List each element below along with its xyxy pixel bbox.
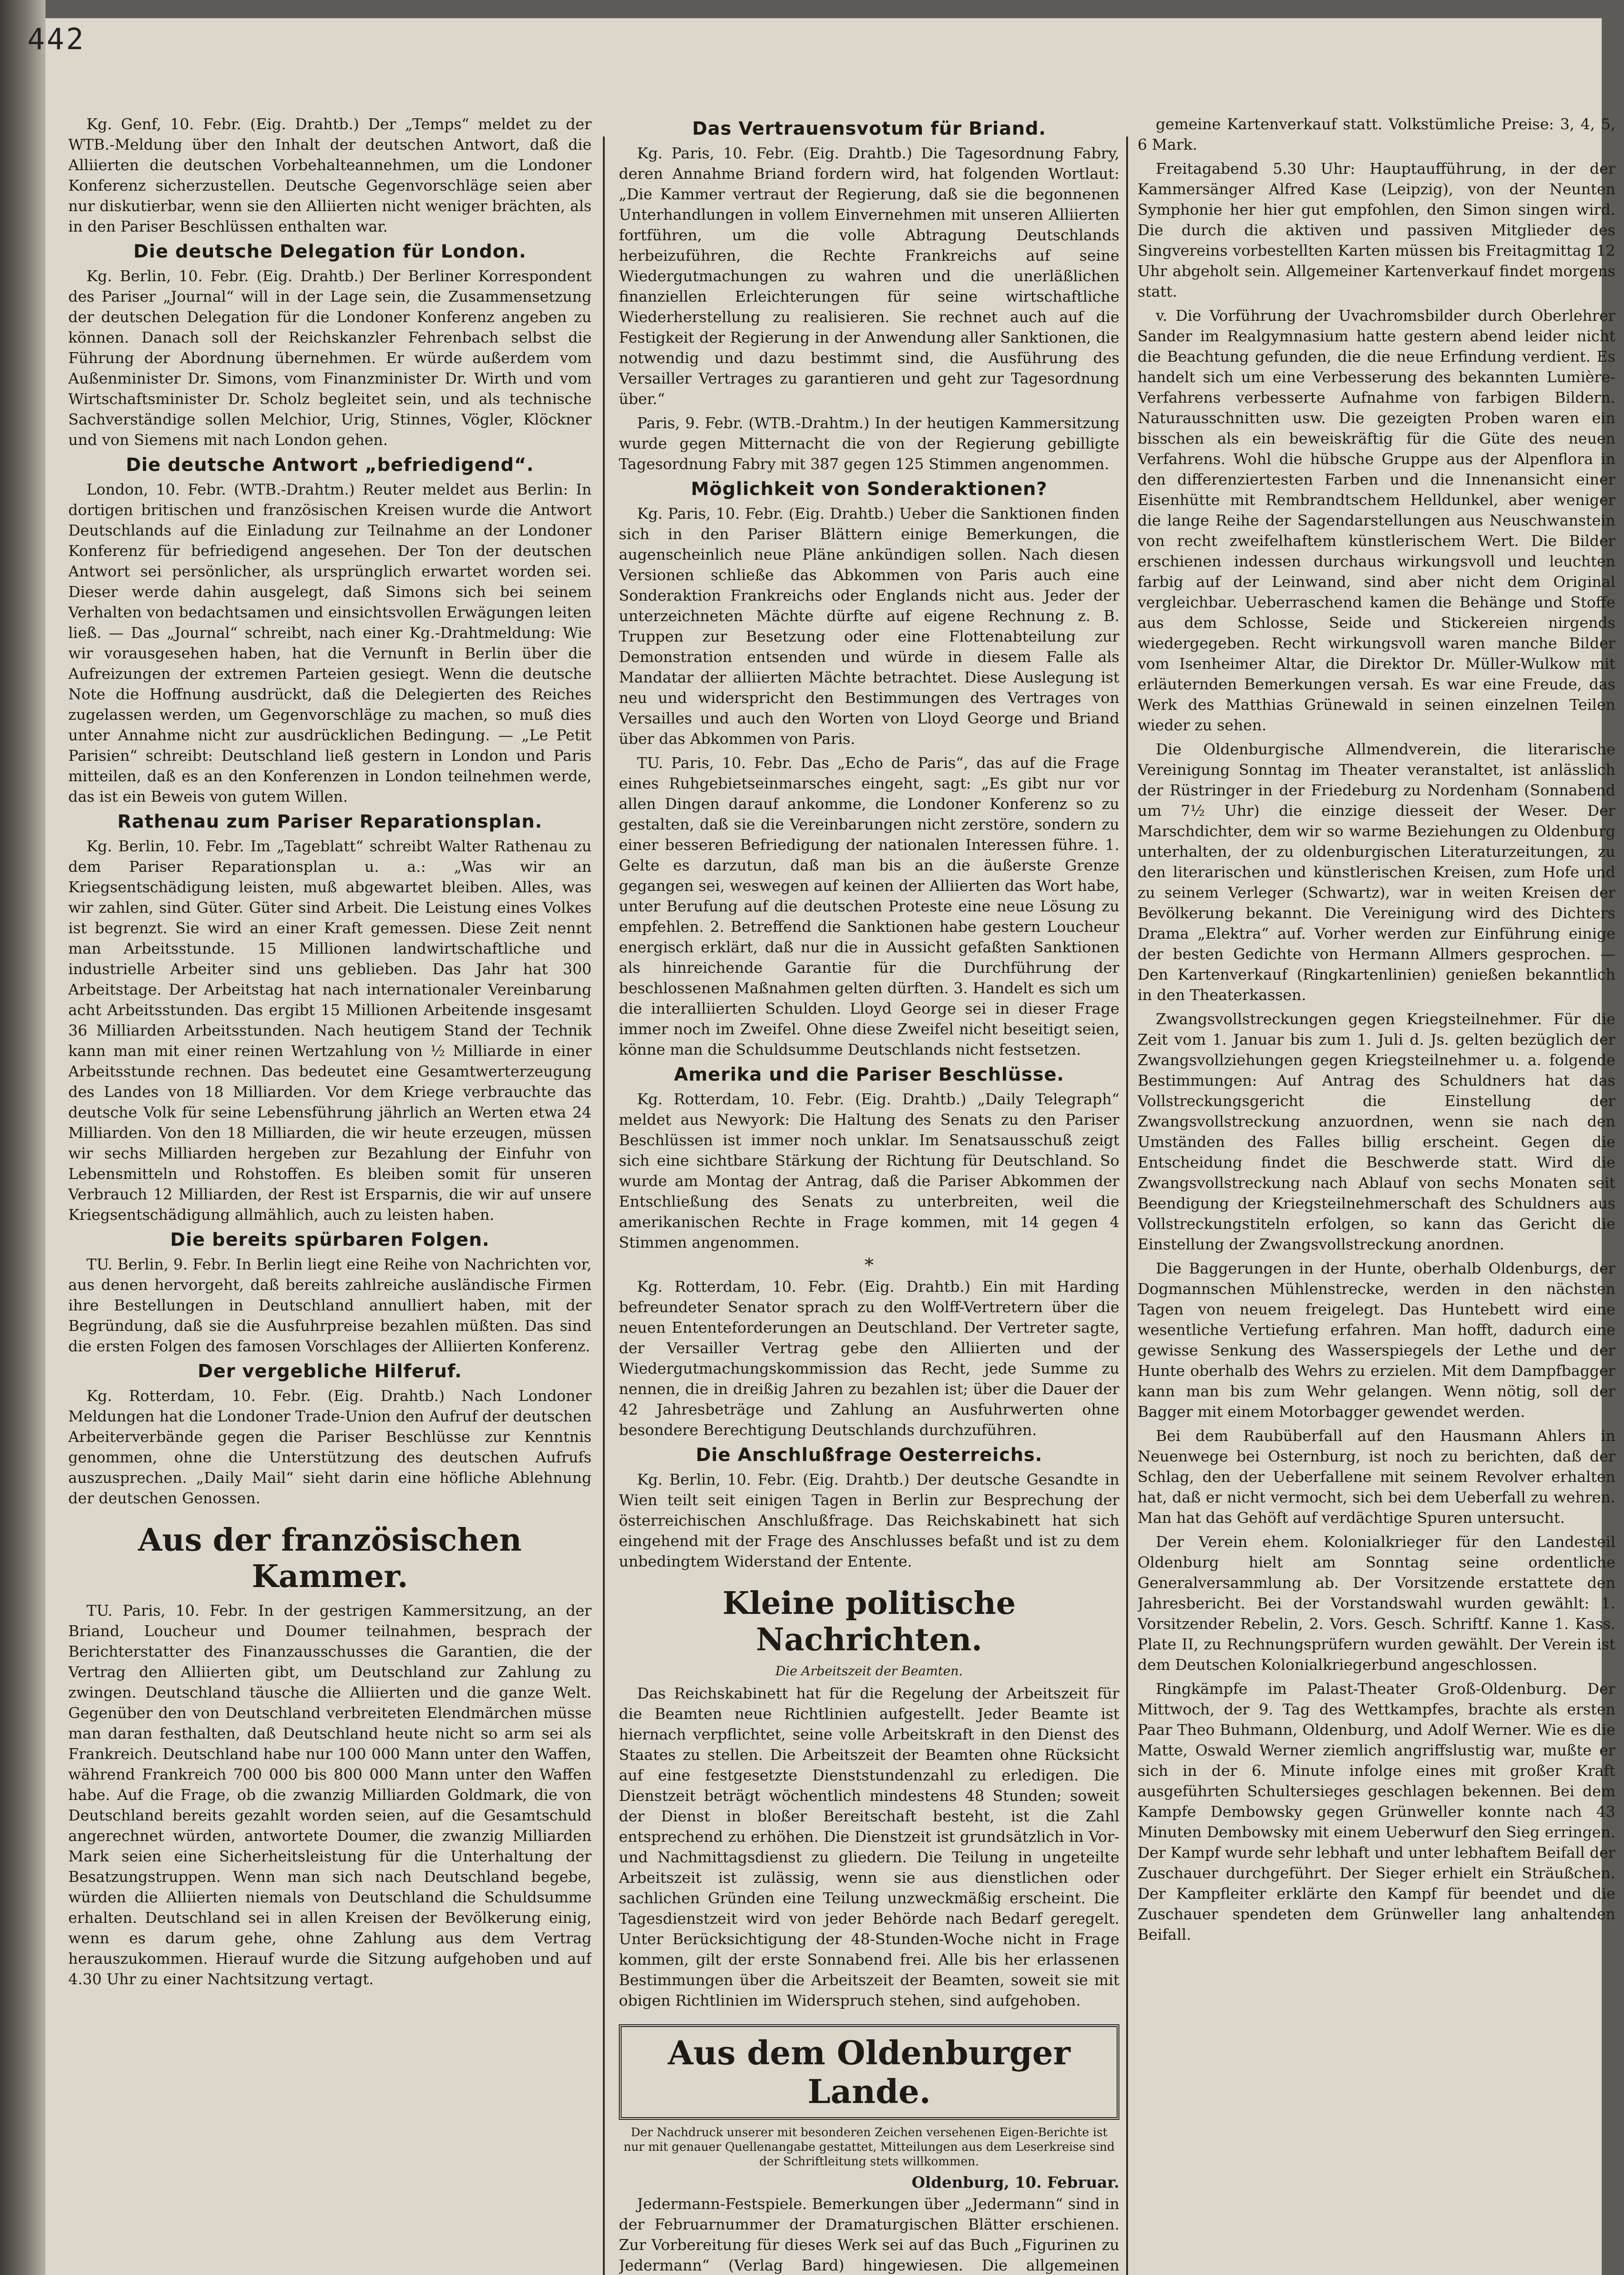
column-3 — [1138, 114, 1615, 2275]
article-text: Die Baggerungen in der Hunte, oberhalb Oldenburgs, der Dogmannschen Mühlenstrecke, werden in den nächsten Tagen von neuem freigelegt. Das Huntebett wird eine wesentliche Vertiefung erfahren. Man hofft, dadurch eine gewisse Senkung des Wasserspiegels der Lethe und der Hunte oberhalb des Wehrs zu erzielen. Mit dem Dampfbagger kann man bis zum Wehr gelangen. Wenn nötig, soll der Bagger mit einem Motorbagger gewendet werden. — [1138, 1259, 1615, 1421]
column-rule — [603, 136, 605, 2275]
article-text: Zwangsvollstreckungen gegen Kriegsteilnehmer. Für die Zeit vom 1. Januar bis zum 1. Juli d. Js. gelten bezüglich der Zwangsvollziehungen gegen Kriegsteilnehmer u. a. folgende Bestimmungen: Auf Antrag des Schuldners hat das Vollstreckungsgericht die Einstellung der Zwangsvollstreckung anzuordnen, wenn sie nach den Umständen des Falles billig erscheint. Gegen die Entscheidung findet die Beschwerde statt. Wird die Zwangsvollstreckung nach Ablauf von sechs Monaten seit Beendigung der Kriegsteilnehmerschaft des Schuldners aus Vollstreckungstiteln erfolgen, so kann das Gericht die Einstellung der Zwangsvollstreckung anordnen. — [1138, 1010, 1615, 1253]
article-text: Kg. Rotterdam, 10. Febr. (Eig. Drahtb.) „Daily Telegraph“ meldet aus Newyork: Die Haltung des Senats zu den Pariser Beschlüssen ist immer noch unklar. Im Senatsausschuß zeigt sich eine sichtbare Stärkung der Richtung für Deutschland. So wurde am Montag der Antrag, daß die Pariser Abkommen der Entschließung des Senats zu unterbreiten, weil die amerikanischen Rechte in Frage kommen, mit 14 gegen 4 Stimmen angenommen. — [619, 1090, 1119, 1251]
article-text: Das Reichskabinett hat für die Regelung der Arbeitszeit für die Beamten neue Richtlinien aufgestellt. Jeder Beamte ist hiernach verpflichtet, seine volle Arbeitskraft in den Dienst des Staates zu stellen. Die Arbeitszeit der Beamten ohne Rücksicht auf eine festgesetzte Dienststundenzahl zu erledigen. Die Dienstzeit beträgt wöchentlich mindestens 48 Stunden; soweit der Dienst in bloßer Bereitschaft besteht, ist die Zahl entsprechend zu erhöhen. Die Dienstzeit ist grundsätzlich in Vor- und Nachmittagsdienst zu gliedern. Die Teilung in ungeteilte Arbeitszeit ist zulässig, wenn sie aus dienstlichen oder sachlichen Gründen eine Teilung unzweckmäßig erscheint. Die Tagesdienstzeit wird von jeder Behörde nach Bedarf geregelt. Unter Berücksichtigung der 48-Stunden-Woche nicht in Frage kommen, gilt der erste Sonnabend frei. Alle bis her erlassenen Bestimmungen über die Arbeitszeit der Beamten, soweit sie mit obigen Richtlinien im Widerspruch stehen, sind aufgehoben. — [619, 1684, 1119, 2009]
article-text: Bei dem Raubüberfall auf den Hausmann Ahlers in Neuenwege bei Osternburg, ist noch zu berichten, daß der Schlag, den der Ueberfallene mit seinem Revolver erhalten hat, daß er nicht vermocht, sich bei dem Ueberfall zu wehren. Man hat das Gehöft auf verdächtige Spuren untersucht. — [1138, 1427, 1615, 1527]
headline: Die deutsche Antwort „befriedigend“. — [126, 455, 534, 475]
article-text: Kg. Rotterdam, 10. Febr. (Eig. Drahtb.) Ein mit Harding befreundeter Senator sprach zu den Wolff-Vertretern über die neuen Ententeforderungen an Deutschland. Der Vertreter sagte, der Versailler Vertrag gebe den Alliierten und der Wiedergutmachungskommission das Recht, jede Summe zu nennen, die in dreißig Jahren zu bezahlen ist; über die Dauer der 42 Jahresbeträge und Zahlung an Ausfuhrwerten ohne besondere Berechtigung Deutschlands durchzuführen. — [619, 1278, 1119, 1439]
article-text: TU. Paris, 10. Febr. In der gestrigen Kammersitzung, an der Briand, Loucheur und Doumer teilnahmen, besprach der Berichterstatter des Finanzausschusses die Garantien, die der Vertrag den Alliierten gibt, um Deutschland zur Zahlung zu zwingen. Deutschland täusche die Alliierten und die ganze Welt. Gegenüber den von Deutschland verbreiteten Elendmärchen müsse man daran festhalten, daß Deutschland heute nicht so arm sei als Frankreich. Deutschland habe nur 100 000 Mann unter den Waffen, während Frankreich 700 000 bis 800 000 Mann unter den Waffen habe. Auf die Frage, ob die zwanzig Milliarden Goldmark, die von Deutschland bereits gezahlt worden seien, auf die Gesamtschuld angerechnet würden, antwortete Doumer, die zwanzig Milliarden Mark seien eine Sicherheitsleistung für die Unterhaltung der Besatzungstruppen. Wenn man sich nach Deutschland begebe, würden die Alliierten niemals von Deutschland die Schuldsumme erhalten. Deutschland sei in allen Kreisen der Bevölkerung einig, wenn es darum gehe, ohne Zahlung aus dem Vertrag herauszukommen. Hierauf wurde die Sitzung aufgehoben und auf 4.30 Uhr zu einer Nachtsitzung vertagt. — [68, 1602, 592, 1988]
subheadline: Die Arbeitszeit der Beamten. — [775, 1663, 963, 1678]
headline: Rathenau zum Pariser Reparationsplan. — [117, 811, 542, 832]
article-text: v. Die Vorführung der Uvachromsbilder durch Oberlehrer Sander im Realgymnasium hatte gestern abend leider nicht die Beachtung gefunden, die die neue Erfindung verdient. Es handelt sich um eine Verbesserung des bekannten Lumière-Verfahrens verbesserte Aufnahme von farbigen Bildern. Naturausschnitten usw. Die gezeigten Proben waren ein bisschen als ein beweiskräftig für die Güte des neuen Verfahrens. Wohl die hübsche Gruppe aus der Alpenflora in den differenziertesten Farben und die Innenansicht einer Eisenhütte mit Rembrandtschem Helldunkel, aber weniger die lange Reihe der Sagendarstellungen aus Neuschwanstein von recht zweifelhaftem künstlerischem Wert. Die Bilder erschienen indessen durchaus wirkungsvoll und leuchten farbig auf der Leinwand, sind aber nicht dem Original vergleichbar. Ueberraschend kamen die Behänge und Stoffe aus dem Schlosse, Seide und Stickereien nirgends wiedergegeben. Recht wirkungsvoll waren manche Bilder vom Isenheimer Altar, die Direktor Dr. Müller-Wulkow mit erläuternden Bemerkungen versah. Es war eine Freude, das Werk des Matthias Grünewald in seinen einzelnen Teilen wieder zu sehen. — [1138, 307, 1615, 734]
section-headline: Aus der französischen Kammer. — [138, 1522, 522, 1595]
article-text: TU. Berlin, 9. Febr. In Berlin liegt eine Reihe von Nachrichten vor, aus denen hervorgeht, daß bereits zahlreiche ausländische Firmen ihre Bestellungen in Deutschland annulliert haben, mit der Begründung, daß sie die Ausfuhrpreise bezahlen müßten. Das sind die ersten Folgen des famosen Vorschlages der Alliierten Konferenz. — [68, 1255, 592, 1355]
article-text: Kg. Berlin, 10. Febr. (Eig. Drahtb.) Der deutsche Gesandte in Wien teilt seit einigen Tagen in Berlin zur Besprechung der österreichischen Anschlußfrage. Das Reichskabinett hat sich eingehend mit der Frage des Anschlusses befaßt und ist zu dem unbedingtem Widerstand der Entente. — [619, 1471, 1119, 1570]
article-text: Paris, 9. Febr. (WTB.-Drahtm.) In der heutigen Kammersitzung wurde gegen Mitternacht die von der Regierung gebilligte Tagesordnung Fabry mit 387 gegen 125 Stimmen angenommen. — [619, 414, 1119, 473]
article-text: Ringkämpfe im Palast-Theater Groß-Oldenburg. Der Mittwoch, der 9. Tag des Wettkampfes, brachte als ersten Paar Theo Buhmann, Oldenburg, und Adolf Werner. Wie es die Matte, Oswald Werner ziemlich angriffslustig war, mußte er sich in der 6. Minute infolge eines mit großer Kraft ausgeführten Schultersieges geschlagen bekennen. Bei dem Kampfe Dembowsky gegen Grünweller konnte nach 43 Minuten Dembowsky mit einem Ueberwurf den Sieg erringen. Der Kampf wurde sehr lebhaft und unter lebhaftem Beifall der Zuschauer durchgeführt. Der Sieger erhielt ein Sträußchen. Der Kampfleiter erklärte den Kampf für beendet und die Zuschauer spendeten dem Grünweller lang anhaltenden Beifall. — [1138, 1680, 1615, 1943]
column-2 — [619, 114, 1119, 2275]
article-text: Der Verein ehem. Kolonialkrieger für den Landesteil Oldenburg hielt am Sonntag seine ordentliche Generalversammlung ab. Der Vorsitzende erstattete den Jahresbericht. Bei der Vorstandswahl wurden gewählt: 1. Vorsitzender Rebelin, 2. Vors. Gesch. Schriftf. Kanne 1. Kass. Plate II, zu Rechnungsprüfern wurden gewählt. Der Verein ist dem Deutschen Kolonialkriegerbund angeschlossen. — [1138, 1533, 1615, 1673]
column-rule — [1126, 136, 1128, 2275]
article-text: London, 10. Febr. (WTB.-Drahtm.) Reuter meldet aus Berlin: In dortigen britischen und französischen Kreisen wurde die Antwort Deutschlands auf die Einladung zur Teilnahme an der Londoner Konferenz für befriedigend angesehen. Der Ton der deutschen Antwort sei persönlicher, als ursprünglich erwartet worden sei. Dieser werde dahin ausgelegt, daß Simons sich bei seinem Verhalten von bedachtsamen und einsichtsvollen Erwägungen leiten ließ. — Das „Journal“ schreibt, nach einer Kg.-Drahtmeldung: Wie wir vorausgesehen haben, hat die Vernunft in Berlin über die Aufreizungen der extremen Parteien gesiegt. Wenn die deutsche Note die Hoffnung ausdrückt, daß die Delegierten des Reiches zugelassen werden, um Gegenvorschläge zu machen, so muß dies unter Annahme nicht zur ausdrücklichen Bedingung. — „Le Petit Parisien“ schreibt: Deutschland ließ gestern in London und Paris mitteilen, daß es an den Konferenzen in London teilnehmen werde, das ist ein Beweis von gutem Willen. — [68, 480, 592, 805]
article-text: Kg. Paris, 10. Febr. (Eig. Drahtb.) Die Tagesordnung Fabry, deren Annahme Briand fordern wird, hat folgenden Wortlaut: „Die Kammer vertraut der Regierung, daß sie die begonnenen Unterhandlungen in vollem Einvernehmen mit unseren Alliierten fortführen, um die volle Abtragung Deutschlands herbeizuführen, die Rechte Frankreichs auf seine Wiedergutmachungen zu wahren und die unerläßlichen finanziellen Erleichterungen für seine wirtschaftliche Wiederherstellung zu realisieren. Sie rechnet auch auf die Festigkeit der Regierung in der Anwendung aller Sanktionen, die notwendig und dazu bestimmt sind, die Ausführung des Versailler Vertrages zu garantieren und geht zur Tagesordnung über.“ — [619, 144, 1119, 408]
headline: Die bereits spürbaren Folgen. — [170, 1229, 490, 1250]
headline: Möglichkeit von Sonderaktionen? — [691, 479, 1047, 500]
column-1 — [68, 114, 592, 2275]
headline: Das Vertrauensvotum für Briand. — [692, 118, 1046, 139]
article-text: Die Oldenburgische Allmendverein, die literarische Vereinigung Sonntag im Theater veranstaltet, ist anlässlich der Rüstringer in der Friedeburg zu Nordenham (Sonnabend um 7½ Uhr) die einzige diesseit der Weser. Der Marschdichter, dem wir so warme Beziehungen zu Oldenburg unterhalten, der zu oldenburgischen Literaturzeitungen, zu den literarischen und künstlerischen Kreisen, zum Hofe und zu seinem Verleger (Schwartz), war in weiten Kreisen der Bevölkerung bekannt. Die Vereinigung wird des Dichters Drama „Elektra“ auf. Vorher werden zur Einführung einige der besten Gedichte von Hermann Allmers gesprochen. — Den Kartenverkauf (Ringkartenlinien) genießen bekanntlich in den Theaterkassen. — [1138, 740, 1615, 1004]
headline: Die Anschlußfrage Oesterreichs. — [696, 1445, 1042, 1466]
article-text: Kg. Genf, 10. Febr. (Eig. Drahtb.) Der „Temps“ meldet zu der WTB.-Meldung über den Inhalt der deutschen Antwort, daß die Alliierten die deutschen Vorbehalteannehmen, um die Londoner Konferenz sicherzustellen. Deutsche Gegenvorschläge seien aber nur diskutierbar, wenn sie den Alliierten nicht weniger brächten, als in den Pariser Beschlüssen enthalten war. — [68, 115, 592, 235]
reprint-notice: Der Nachdruck unserer mit besonderen Zeichen versehenen Eigen-Berichte ist nur mit genauer Quellenangabe gestattet, Mitteilungen aus dem Leserkreise sind der Schriftleitung stets willkommen. — [623, 2126, 1115, 2169]
article-text: Kg. Berlin, 10. Febr. Im „Tageblatt“ schreibt Walter Rathenau zu dem Pariser Reparationsplan u. a.: „Was wir an Kriegsentschädigung leisten, muß abgewartet bleiben. Alles, was wir zahlen, sind Güter. Güter sind Arbeit. Die Leistung eines Volkes ist begrenzt. Sie wird an einer Kraft gemessen. Diese Zeit nennt man Arbeitsstunde. 15 Millionen landwirtschaftliche und industrielle Arbeiter sind uns geblieben. Das Jahr hat 300 Arbeitstage. Der Arbeitstag hat nach internationaler Vereinbarung acht Arbeitsstunden. Das ergibt 15 Millionen Arbeitende insgesamt 36 Milliarden Arbeitsstunden. Nach heutigem Stand der Technik kann man mit einer reinen Wertzahlung von ½ Milliarde in einer Arbeitsstunde rechnen. Das bedeutet eine Gesamtwerterzeugung des Landes von 18 Milliarden. Vor dem Kriege verbrauchte das deutsche Volk für seine Lebensführung jährlich an Werten etwa 24 Milliarden. Von den 18 Milliarden, die wir heute erzeugen, müssen wir sechs Milliarden hergeben zur Bezahlung der Einfuhr von Lebensmitteln und Rohstoffen. Es bleiben somit für unseren Verbrauch 12 Milliarden, der Rest ist Ersparnis, die wir auf unsere Kriegsentschädigung allmählich, auch zu leisten haben. — [68, 837, 592, 1223]
headline: Die deutsche Delegation für London. — [133, 241, 526, 262]
headline: Der vergebliche Hilferuf. — [197, 1361, 462, 1382]
article-text: Kg. Rotterdam, 10. Febr. (Eig. Drahtb.) Nach Londoner Meldungen hat die Londoner Trade-Union den Aufruf der deutschen Arbeiterverbände gegen die Pariser Beschlüsse zur Kenntnis genommen, ohne die Unterstützung des deutschen Aufrufs auszusprechen. „Daily Mail“ sieht darin eine höfliche Ablehnung der deutschen Genossen. — [68, 1387, 592, 1507]
page-number: 442 — [27, 23, 86, 56]
article-text: gemeine Kartenverkauf statt. Volkstümliche Preise: 3, 4, 5, 6 Mark. — [1138, 115, 1615, 153]
article-text: Freitagabend 5.30 Uhr: Hauptaufführung, in der der Kammersänger Alfred Kase (Leipzig), von der Neunten Symphonie her hier gut empfohlen, den Simon singen wird. Die durch die aktiven und passiven Mitglieder des Singvereins vorbestellten Karten müssen bis Freitagmittag 12 Uhr abgeholt sein. Allgemeiner Kartenverkauf findet morgens statt. — [1138, 160, 1615, 300]
article-text: Kg. Berlin, 10. Febr. (Eig. Drahtb.) Der Berliner Korrespondent des Pariser „Journal“ will in der Lage sein, die Zusammensetzung der deutschen Delegation für die Londoner Konferenz angeben zu können. Danach soll der Reichskanzler Fehrenbach selbst die Führung der Abordnung übernehmen. Er würde außerdem vom Außenminister Dr. Simons, vom Finanzminister Dr. Wirth und vom Wirtschaftsminister Dr. Scholz begleitet sein, und als technische Sachverständige sollen Melchior, Urig, Stinnes, Vögler, Klöckner und von Siemens mit nach London gehen. — [68, 267, 592, 449]
dateline: Oldenburg, 10. Februar. — [911, 2174, 1119, 2192]
section-headline: Kleine politische Nachrichten. — [722, 1585, 1016, 1658]
article-text: TU. Paris, 10. Febr. Das „Echo de Paris“, das auf die Frage eines Ruhgebietseinmarsches eingeht, sagt: „Es gibt nur vor allen Dingen darauf ankomme, die Londoner Konferenz so zu gestalten, daß sie die Vereinbarungen nicht zerstöre, sondern zu einer besseren Befriedigung der nationalen Interessen führe. 1. Gelte es darzutun, daß man bis an die äußerste Grenze gegangen sei, weswegen auf keinen der Alliierten das Wort habe, unter Berufung auf die deutschen Proteste eine neue Lösung zu empfehlen. 2. Betreffend die Sanktionen habe gestern Loucheur energisch erklärt, daß nur die in Aussicht gefaßten Sanktionen als hinreichende Garantie für die Durchführung der beschlossenen Maßnahmen gelten dürften. 3. Handelt es sich um die interalliierten Schulden. Lloyd George sei in dieser Frage immer noch im Zweifel. Ohne diese Zweifel nicht beseitigt seien, könne man die Schuldsumme Deutschlands nicht festsetzen. — [619, 754, 1119, 1058]
article-text: Kg. Paris, 10. Febr. (Eig. Drahtb.) Ueber die Sanktionen finden sich in den Pariser Blättern einige Bemerkungen, die augenscheinlich neue Pläne ankündigen sollen. Nach diesen Versionen schließe das Abkommen von Paris auch eine Sonderaktion Frankreichs oder Englands nicht aus. Jeder der unterzeichneten Mächte dürfte auf eigene Rechnung z. B. Truppen zur Besetzung oder eine Flottenabteilung zur Demonstration entsenden und würde in diesem Falle als Mandatar der alliierten Mächte betrachtet. Diese Auslegung ist neu und widerspricht den Bestimmungen des Vertrages von Versailles und auch den Worten von Lloyd George und Briand über das Abkommen von Paris. — [619, 505, 1119, 748]
book-gutter — [0, 0, 46, 2275]
article-text: Jedermann-Festspiele. Bemerkungen über „Jedermann“ sind in der Februarnummer der Dramaturgischen Blätter erschienen. Zur Vorbereitung für dieses Werk sei auf das Buch „Figurinen zu Jedermann“ (Verlag Bard) hingewiesen. Die allgemeinen — [619, 2195, 1119, 2274]
boxed-section-headline: Aus dem Oldenburger Lande. — [619, 2024, 1119, 2120]
separator-star: * — [865, 1255, 874, 1276]
headline: Amerika und die Pariser Beschlüsse. — [674, 1064, 1064, 1085]
